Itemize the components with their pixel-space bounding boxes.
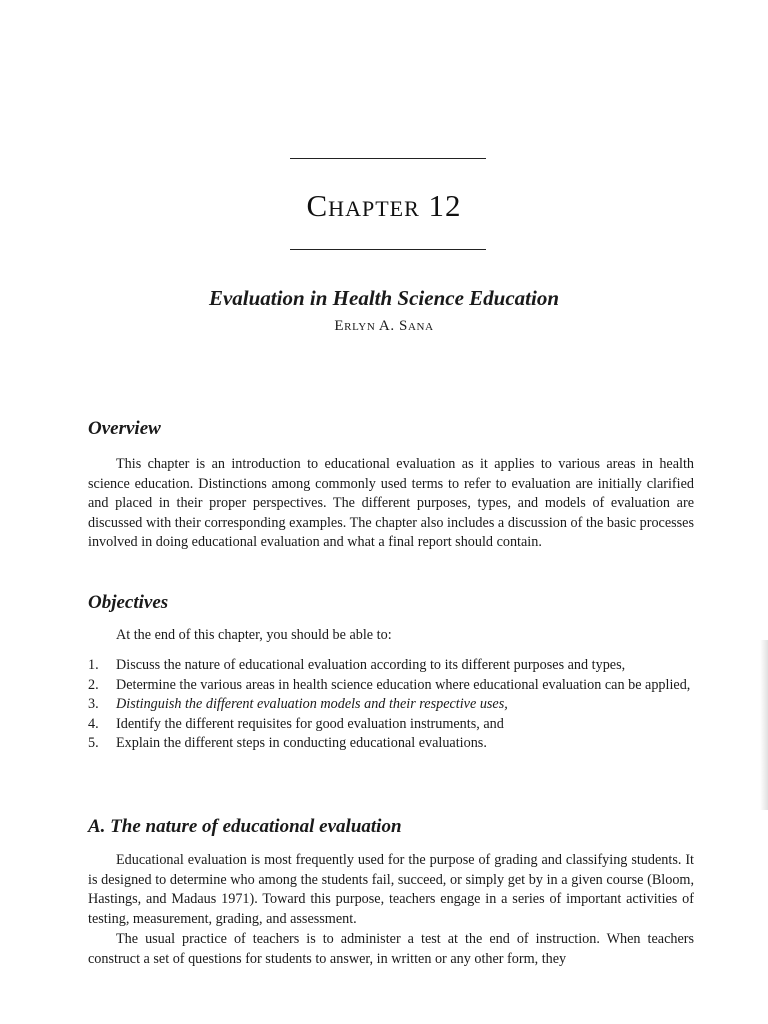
list-item-number: 4. <box>88 715 99 732</box>
list-item <box>88 695 694 715</box>
list-item-number: 1. <box>88 657 99 673</box>
list-item-number: 3. <box>88 696 99 712</box>
overview-heading: Overview <box>88 418 161 439</box>
list-item-text: Determine the various areas in health science education where educational evaluation can be applied, <box>116 676 691 693</box>
overview-paragraph: This chapter is an introduction to educational evaluation as it applies to various areas in health science education. Distinctions among commonly used terms to refer to evaluation are initially clarified and placed in their proper perspectives. The different purposes, types, and models of evaluation are discussed with their corresponding examples. The chapter also includes a discussion of the basic processes involved in doing educational evaluation and what a final report should contain. <box>88 456 694 550</box>
list-item-text: Discuss the nature of educational evaluation according to its different purposes and types, <box>116 657 626 673</box>
objectives-list <box>88 656 694 754</box>
list-item-text: Identify the different requisites for good evaluation instruments, and <box>116 715 504 732</box>
list-item <box>88 734 694 754</box>
list-item <box>88 656 694 676</box>
list-item-number: 5. <box>88 735 99 751</box>
list-item-number: 2. <box>88 676 99 693</box>
top-rule <box>290 158 486 159</box>
list-item-text: Distinguish the different evaluation models and their respective uses, <box>116 696 508 712</box>
page-edge-shadow <box>760 640 768 810</box>
list-item <box>88 715 694 735</box>
chapter-heading: Chapter 12 <box>306 188 462 223</box>
chapter-title: Evaluation in Health Science Education <box>208 286 560 310</box>
section-a-paragraph-2: The usual practice of teachers is to administer a test at the end of instruction. When teachers construct a set of questions for students to answer, in written or any other form, they <box>88 931 694 967</box>
chapter-author: Erlyn A. Sana <box>334 318 434 334</box>
section-a-heading: A. The nature of educational evaluation <box>88 816 402 837</box>
list-item <box>88 676 694 696</box>
section-a-paragraph-1: Educational evaluation is most frequently used for the purpose of grading and classifying students. It is designed to determine who among the students fail, succeed, or simply get by in a given course (Bloom, Hastings, and Madaus 1971). Toward this purpose, teachers engage in a series of important activities of testing, measurement, grading, and assessment. <box>88 852 694 927</box>
bottom-rule <box>290 249 486 250</box>
objectives-heading: Objectives <box>88 592 169 613</box>
list-item-text: Explain the different steps in conducting educational evaluations. <box>116 735 487 751</box>
objectives-intro: At the end of this chapter, you should be able to: <box>116 627 392 643</box>
